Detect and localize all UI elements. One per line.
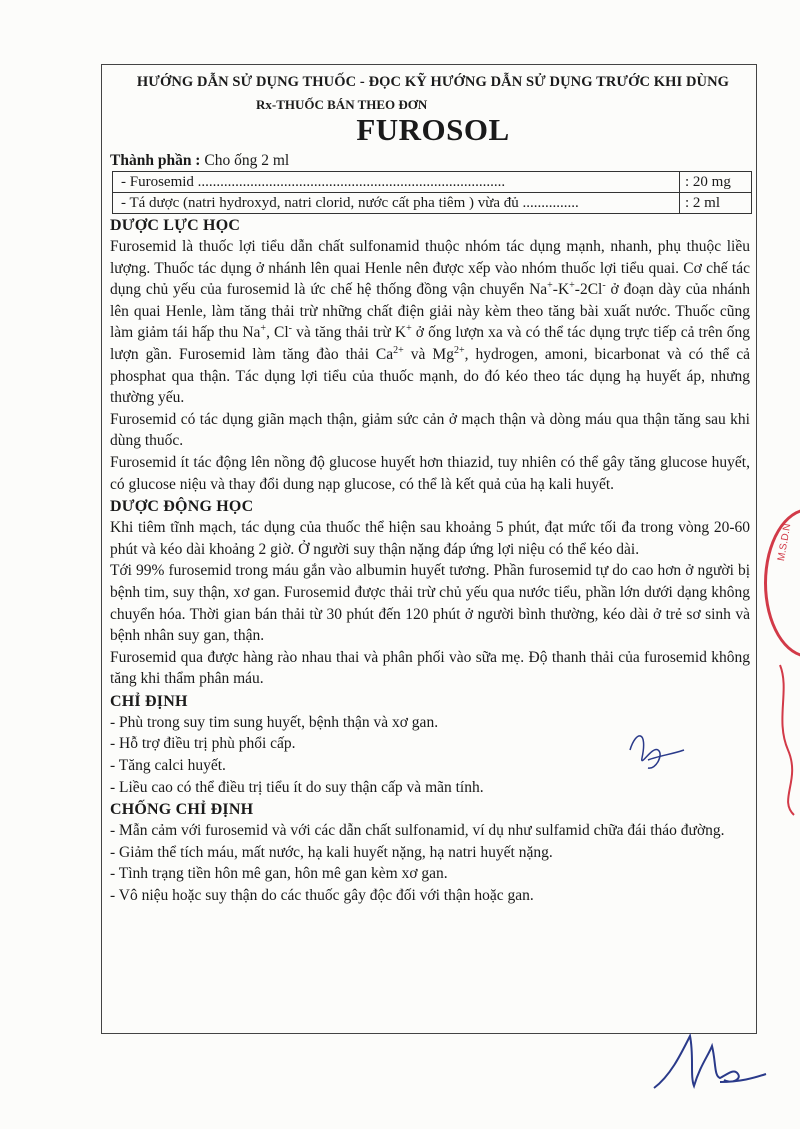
superscript: 2+ — [453, 344, 465, 356]
section-heading-contraindications: CHỐNG CHỈ ĐỊNH — [110, 801, 254, 819]
composition-text: Cho ống 2 ml — [200, 152, 290, 169]
list-item: - Liều cao có thể điều trị tiểu ít do suy thận cấp và mãn tính. — [110, 778, 484, 796]
list-item: - Tăng calci huyết. — [110, 757, 226, 775]
leaflet-page — [110, 66, 756, 907]
text-run: -K — [552, 281, 570, 299]
section-heading-pharmacodynamics: DƯỢC LỰC HỌC — [110, 217, 241, 234]
text-run: , Cl — [266, 324, 289, 342]
superscript: 2+ — [393, 344, 404, 356]
instruction-header: HƯỚNG DẪN SỬ DỤNG THUỐC - ĐỌC KỸ HƯỚNG DẪN SỬ DỤNG TRƯỚC KHI DÙNG — [136, 74, 730, 90]
list-item: - Tình trạng tiền hôn mê gan, hôn mê gan kèm xơ gan. — [110, 865, 448, 883]
rx-label: Rx-THUỐC BÁN THEO ĐƠN — [256, 97, 428, 112]
superscript: - — [288, 323, 293, 335]
pharmacokinetics-paragraph-2: Tới 99% furosemid trong máu gắn vào albumin huyết tương. Phần furosemid tự do cao hơn ở người bị bệnh tim, suy thận, xơ gan. Furosemid được thải trừ chủ yếu qua nước tiểu, phần lớn dưới dạng không chuyển hóa. Thời gian bán thải từ 30 phút đến 120 phút ở người bình thường, kéo dài ở trẻ sơ sinh và bệnh nhân suy gan, thận. — [110, 562, 750, 645]
pharmacodynamics-paragraph-2: Furosemid có tác dụng giãn mạch thận, giảm sức cản ở mạch thận và dòng máu qua thận tăng sau khi dùng thuốc. — [110, 410, 750, 450]
list-item: - Hỗ trợ điều trị phù phổi cấp. — [110, 735, 296, 753]
composition-line — [110, 151, 756, 171]
superscript: - — [602, 280, 606, 292]
handwritten-signature — [650, 1016, 770, 1096]
table-row — [113, 193, 752, 214]
ingredient-amount: : 20 mg — [680, 172, 752, 193]
superscript: + — [260, 323, 267, 335]
stamp-ink-mark — [770, 660, 800, 820]
text-run: Furosemid là thuốc lợi tiểu dẫn chất sulfonamid thuộc nhóm tác dụng mạnh, nhanh, phụ thuộc liều lượng. Thuốc tác dụng ở nhánh lên quai Henle nên được xếp vào nhóm thuốc lợi tiểu quai. Cơ chế tác dụng chủ yếu của furosemid là ức chế hệ thống đồng vận chuyển Na — [110, 238, 750, 299]
list-item: - Vô niệu hoặc suy thận do các thuốc gây độc đối với thận hoặc gan. — [110, 887, 534, 905]
pharmacokinetics-paragraph-1: Khi tiêm tĩnh mạch, tác dụng của thuốc thể hiện sau khoảng 5 phút, đạt mức tối đa trong vòng 20-60 phút và kéo dài khoảng 2 giờ. Ở người suy thận nặng đáp ứng lợi niệu có thể kéo dài. — [110, 519, 750, 558]
text-run: -2Cl — [574, 281, 603, 299]
stamp-text: M.S.D.N — [776, 522, 794, 562]
composition-label: Thành phần : — [110, 152, 201, 169]
section-heading-pharmacokinetics: DƯỢC ĐỘNG HỌC — [110, 498, 254, 516]
superscript: + — [547, 280, 553, 292]
text-run: ở đoạn dày của nhánh lên quai Henle, làm tăng thải trừ những chất điện giải này kèm theo tăng bài xuất nước. Thuốc cũng làm giảm tái hấp thu Na — [110, 281, 750, 342]
pharmacokinetics-paragraph-3: Furosemid qua được hàng rào nhau thai và phân phối vào sữa mẹ. Độ thanh thải của furosemid không tăng khi thẩm phân máu. — [110, 648, 750, 688]
initials-signature — [618, 720, 688, 780]
pharmacodynamics-paragraph-3: Furosemid ít tác động lên nồng độ glucose huyết hơn thiazid, tuy nhiên có thể gây tăng glucose huyết, có glucose niệu và thay đổi dung nạp glucose, có thể là kết quả của hạ kali huyết. — [110, 453, 750, 493]
text-run: , hydrogen, amoni, bicarbonat và có thể cả phosphat qua thận. Tác dụng lợi tiểu của thuốc mạnh, do đó kéo theo tác dụng hạ huyết áp, nhưng thường yếu. — [110, 345, 750, 407]
table-row — [113, 172, 752, 193]
ingredient-name: - Tá dược (natri hydroxyd, natri clorid, nước cất pha tiêm ) vừa đủ ............... — [113, 193, 680, 214]
product-title: FUROSOL — [356, 112, 510, 147]
ingredient-name: - Furosemid .................................................................................. — [113, 172, 680, 193]
ingredients-table — [112, 171, 752, 214]
pharmacodynamics-paragraph-1 — [110, 236, 756, 409]
list-item: - Phù trong suy tim sung huyết, bệnh thận và xơ gan. — [110, 713, 439, 731]
text-run: và tăng thải trừ K — [292, 324, 407, 342]
text-run: ở ống lượn xa và có thể tác dụng trực tiếp cả trên ống lượn gần. Furosemid làm tăng đào thải Ca — [110, 324, 750, 363]
superscript: + — [406, 323, 412, 335]
ingredient-amount: : 2 ml — [680, 193, 752, 214]
list-item: - Mẫn cảm với furosemid và với các dẫn chất sulfonamid, ví dụ như sulfamid chữa đái tháo đường. — [110, 822, 725, 840]
list-item: - Giảm thể tích máu, mất nước, hạ kali huyết nặng, hạ natri huyết nặng. — [110, 843, 553, 861]
superscript: + — [569, 280, 575, 292]
text-run: và Mg — [403, 345, 454, 363]
section-heading-indications: CHỈ ĐỊNH — [110, 692, 188, 710]
